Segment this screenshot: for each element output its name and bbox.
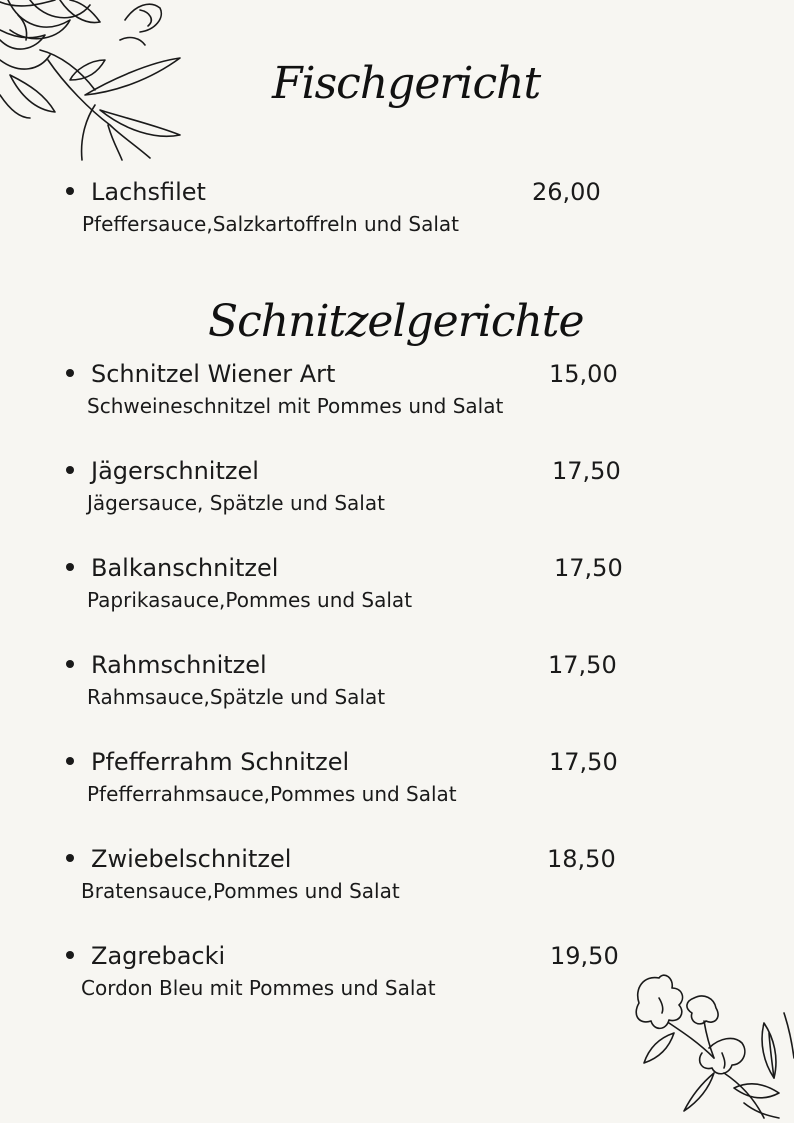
item-description: Rahmsauce,Spätzle und Salat <box>87 685 386 709</box>
item-price: 18,50 <box>547 845 616 873</box>
item-price: 19,50 <box>550 942 619 970</box>
item-description: Cordon Bleu mit Pommes und Salat <box>81 976 436 1000</box>
item-price: 17,50 <box>552 457 621 485</box>
item-name: Rahmschnitzel <box>91 651 267 679</box>
flower-illustration-icon <box>614 973 794 1123</box>
bullet-icon <box>66 854 74 862</box>
item-price: 17,50 <box>548 651 617 679</box>
menu-item-rahmschnitzel <box>64 651 624 709</box>
item-name: Balkanschnitzel <box>91 554 279 582</box>
item-name: Zwiebelschnitzel <box>91 845 292 873</box>
item-description: Pfeffersauce,Salzkartoffreln und Salat <box>82 212 459 236</box>
item-name: Jägerschnitzel <box>91 457 259 485</box>
bullet-icon <box>66 563 74 571</box>
item-description: Schweineschnitzel mit Pommes und Salat <box>87 394 504 418</box>
item-name: Schnitzel Wiener Art <box>91 360 336 388</box>
section-title-fish: Fischgericht <box>272 58 541 109</box>
bullet-icon <box>66 757 74 765</box>
item-price: 17,50 <box>549 748 618 776</box>
item-price: 17,50 <box>554 554 623 582</box>
item-description: Bratensauce,Pommes und Salat <box>81 879 400 903</box>
item-description: Pfefferrahmsauce,Pommes und Salat <box>87 782 457 806</box>
bullet-icon <box>66 951 74 959</box>
item-name: Lachsfilet <box>91 178 206 206</box>
bullet-icon <box>66 466 74 474</box>
menu-item-pfefferrahm-schnitzel <box>64 748 624 806</box>
menu-item-schnitzel-wiener-art <box>64 360 624 418</box>
menu-item-balkanschnitzel <box>64 554 624 612</box>
item-price: 15,00 <box>549 360 618 388</box>
menu-item-lachsfilet <box>64 178 624 236</box>
item-name: Zagrebacki <box>91 942 226 970</box>
menu-item-zwiebelschnitzel <box>64 845 624 903</box>
bullet-icon <box>66 660 74 668</box>
flower-illustration-icon <box>0 0 190 165</box>
menu-item-jaegerschnitzel <box>64 457 624 515</box>
bullet-icon <box>66 187 74 195</box>
item-name: Pfefferrahm Schnitzel <box>91 748 350 776</box>
menu-item-zagrebacki <box>64 942 624 1000</box>
item-description: Jägersauce, Spätzle und Salat <box>87 491 385 515</box>
item-description: Paprikasauce,Pommes und Salat <box>87 588 413 612</box>
item-price: 26,00 <box>532 178 601 206</box>
bullet-icon <box>66 369 74 377</box>
section-title-schnitzel: Schnitzelgerichte <box>208 296 584 347</box>
